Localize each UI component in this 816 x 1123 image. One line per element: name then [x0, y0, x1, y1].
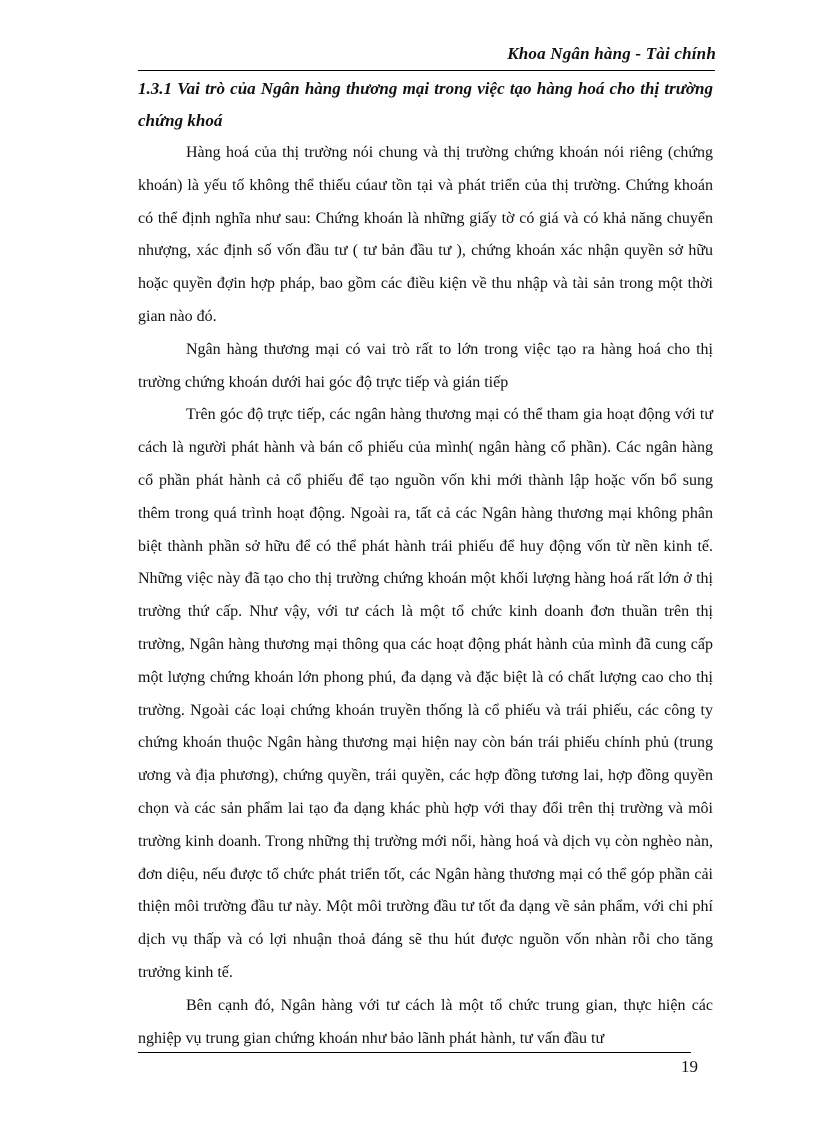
section-heading: 1.3.1 Vai trò của Ngân hàng thương mại trong việc tạo hàng hoá cho thị trường chứng khoá	[138, 79, 713, 130]
page-content	[138, 73, 713, 1055]
paragraph-3: Trên góc độ trực tiếp, các ngân hàng thương mại có thể tham gia hoạt động với tư cách là người phát hành và bán cổ phiếu của mình( ngân hàng cổ phần). Các ngân hàng cổ phần phát hành cả cổ phiếu để tạo nguồn vốn khi mới thành lập hoặc vốn bổ sung thêm trong quá trình hoạt động. Ngoài ra, tất cả các Ngân hàng thương mại không phân biệt thành phần sở hữu để có thể phát hành trái phiếu để huy động vốn từ nền kinh tế. Những việc này đã tạo cho thị trường chứng khoán một khối lượng hàng hoá rất lớn ở thị trường thứ cấp. Như vậy, với tư cách là một tổ chức kinh doanh đơn thuần trên thị trường, Ngân hàng thương mại thông qua các hoạt động phát hành của mình đã cung cấp một lượng chứng khoán lớn phong phú, đa dạng và đặc biệt là có chất lượng cao cho thị trường. Ngoài các loại chứng khoán truyền thống là cổ phiếu và trái phiếu, các công ty chứng khoán thuộc Ngân hàng thương mại hiện nay còn bán trái phiếu chính phủ (trung ương và địa phương), chứng quyền, trái quyền, các hợp đồng tương lai, hợp đồng quyền chọn và các sản phẩm lai tạo đa dạng khác phù hợp với thay đổi trên thị trường và môi trường kinh doanh. Trong những thị trường mới nổi, hàng hoá và dịch vụ còn nghèo nàn, đơn diệu, nếu được tổ chức phát triển tốt, các Ngân hàng thương mại có thể góp phần cải thiện môi trường đầu tư này. Một môi trường đầu tư tốt đa dạng về sản phẩm, với chi phí dịch vụ thấp và có lợi nhuận thoả đáng sẽ thu hút được nguồn vốn nhàn rỗi cho tăng trưởng kinh tế.	[138, 406, 713, 981]
paragraph-1: Hàng hoá của thị trường nói chung và thị trường chứng khoán nói riêng (chứng khoán) là yếu tố không thể thiếu cúaư tồn tại và phát triển của thị trường. Chứng khoán có thể định nghĩa như sau: Chứng khoán là những giấy tờ có giá và có khả năng chuyển nhượng, xác định số vốn đầu tư ( tư bản đầu tư ), chứng khoán xác nhận quyền sở hữu hoặc quyền đợin hợp pháp, bao gồm các điều kiện về thu nhập và tài sản trong một thời gian nào đó.	[138, 144, 713, 325]
header-title: Khoa Ngân hàng - Tài chính	[507, 44, 716, 63]
page-number: 19	[681, 1057, 698, 1076]
paragraph-2: Ngân hàng thương mại có vai trò rất to lớn trong việc tạo ra hàng hoá cho thị trường chứng khoán dưới hai góc độ trực tiếp và gián tiếp	[138, 340, 713, 391]
paragraph-4: Bên cạnh đó, Ngân hàng với tư cách là một tổ chức trung gian, thực hiện các nghiệp vụ trung gian chứng khoán như bảo lãnh phát hành, tư vấn đầu tư	[138, 996, 713, 1047]
footer-divider	[138, 1052, 691, 1053]
header-divider	[138, 70, 715, 71]
